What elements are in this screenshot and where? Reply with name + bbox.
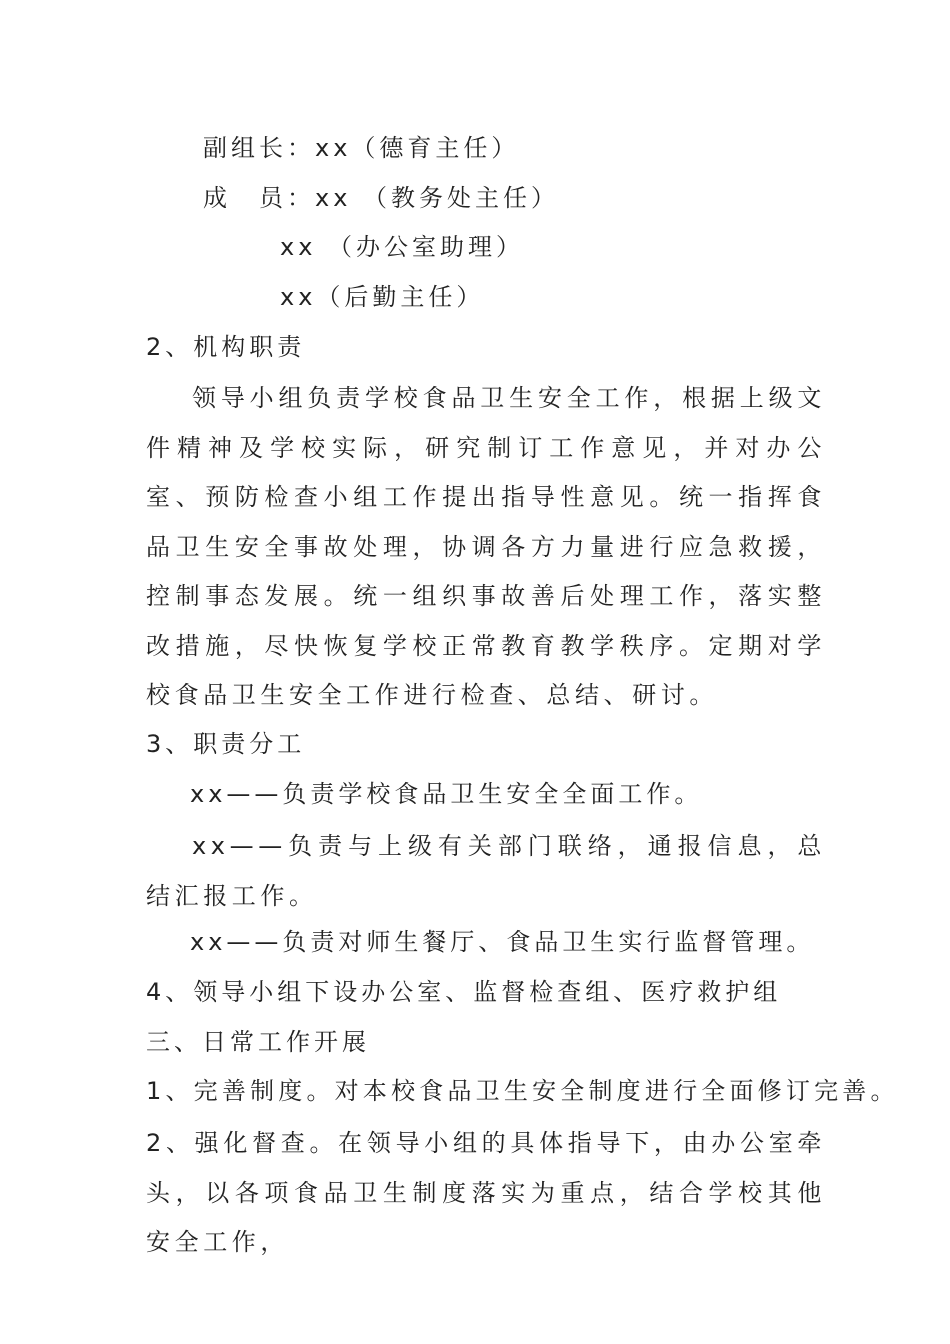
member-line-1: 成 员：xx （教务处主任） [203,184,560,212]
deputy-leader-line: 副组长：xx（德育主任） [203,134,520,162]
section-3-heading: 3、职责分工 [146,730,306,758]
duty-line-3: xx——负责对师生餐厅、食品卫生实行监督管理。 [190,928,815,956]
duty-line-2: xx——负责与上级有关部门联络，通报信息，总结汇报工作。 [146,832,826,910]
part-3-item-1: 1、完善制度。对本校食品卫生安全制度进行全面修订完善。 [146,1077,899,1105]
part-3-heading: 三、日常工作开展 [146,1028,370,1056]
member-line-2: xx （办公室助理） [280,233,525,261]
section-4-heading: 4、领导小组下设办公室、监督检查组、医疗救护组 [146,978,782,1006]
section-2-heading: 2、机构职责 [146,333,306,361]
member-line-3: xx（后勤主任） [280,283,485,311]
part-3-item-2: 2、强化督查。在领导小组的具体指导下，由办公室牵头，以各项食品卫生制度落实为重点，结合学校其他安全工作， [146,1129,826,1256]
section-2-paragraph: 领导小组负责学校食品卫生安全工作，根据上级文件精神及学校实际，研究制订工作意见，并对办公室、预防检查小组工作提出指导性意见。统一指挥食品卫生安全事故处理，协调各方力量进行应急救援，控制事态发展。统一组织事故善后处理工作，落实整改措施，尽快恢复学校正常教育教学秩序。定期对学校食品卫生安全工作进行检查、总结、研讨。 [146,384,826,709]
duty-line-1: xx——负责学校食品卫生安全全面工作。 [190,780,703,808]
